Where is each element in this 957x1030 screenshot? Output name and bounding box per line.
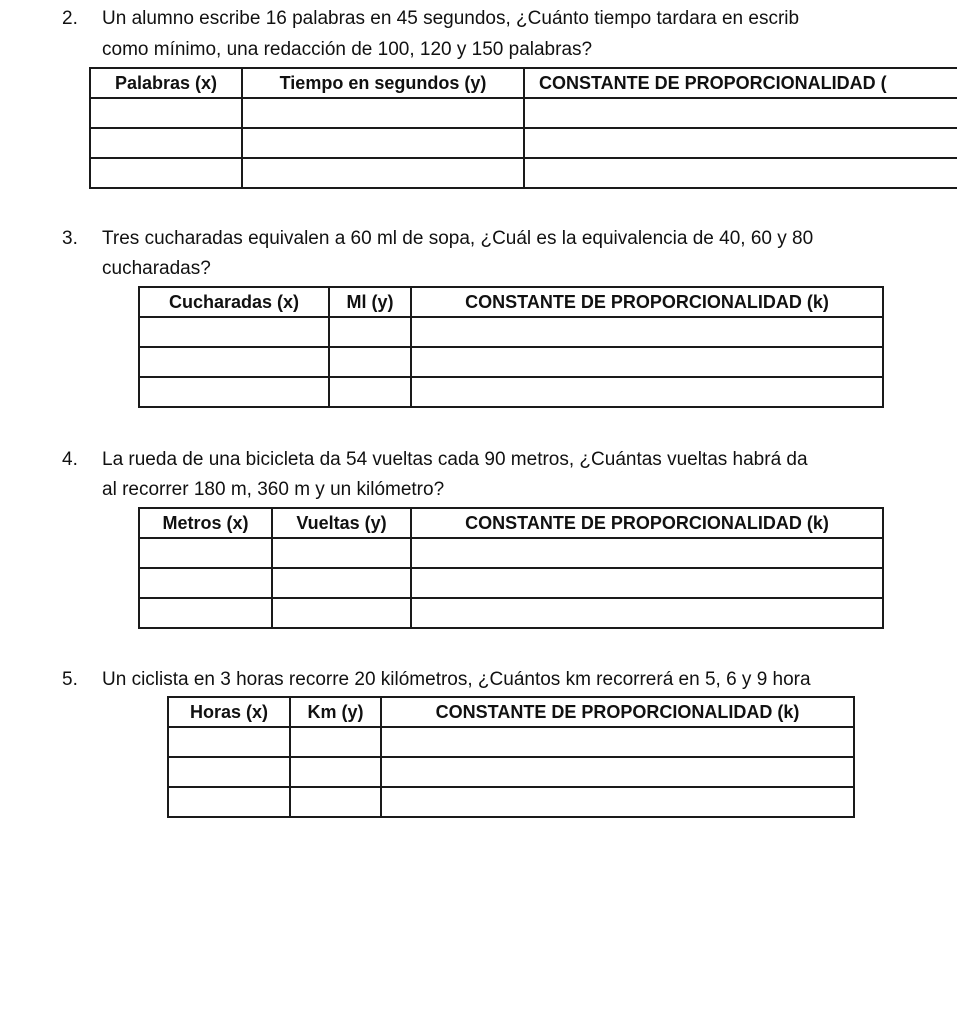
answer-cell[interactable] — [411, 317, 883, 347]
answer-cell[interactable] — [139, 347, 329, 377]
answer-cell[interactable] — [524, 128, 957, 158]
answer-cell[interactable] — [90, 98, 242, 128]
problem-text-line: La rueda de una bicicleta da 54 vueltas cada 90 metros, ¿Cuántas vueltas habrá da — [102, 449, 808, 470]
table-row — [139, 317, 883, 347]
column-header: Ml (y) — [329, 287, 411, 317]
proportionality-table — [138, 286, 884, 408]
table-row — [90, 98, 957, 128]
answer-cell[interactable] — [90, 158, 242, 188]
answer-cell[interactable] — [411, 598, 883, 628]
answer-cell[interactable] — [272, 538, 411, 568]
column-header: CONSTANTE DE PROPORCIONALIDAD (k) — [381, 697, 854, 727]
table-row — [90, 128, 957, 158]
proportionality-table — [89, 67, 957, 189]
proportionality-table — [138, 507, 884, 629]
answer-cell[interactable] — [290, 757, 381, 787]
answer-cell[interactable] — [524, 98, 957, 128]
table-row — [168, 727, 854, 757]
answer-cell[interactable] — [168, 757, 290, 787]
answer-cell[interactable] — [381, 787, 854, 817]
answer-cell[interactable] — [290, 787, 381, 817]
answer-cell[interactable] — [411, 568, 883, 598]
table-row — [139, 568, 883, 598]
problem-number: 4. — [62, 449, 78, 470]
problem-text-line: Un alumno escribe 16 palabras en 45 segundos, ¿Cuánto tiempo tardara en escrib — [102, 8, 800, 29]
problem-number: 3. — [62, 228, 78, 249]
table-row — [139, 347, 883, 377]
problem-text-line: Un ciclista en 3 horas recorre 20 kilómetros, ¿Cuántos km recorrerá en 5, 6 y 9 hora — [102, 669, 811, 690]
answer-cell[interactable] — [290, 727, 381, 757]
column-header: Km (y) — [290, 697, 381, 727]
answer-cell[interactable] — [411, 347, 883, 377]
answer-cell[interactable] — [411, 538, 883, 568]
column-header: Palabras (x) — [90, 68, 242, 98]
answer-cell[interactable] — [90, 128, 242, 158]
answer-cell[interactable] — [411, 377, 883, 407]
answer-cell[interactable] — [524, 158, 957, 188]
answer-cell[interactable] — [329, 347, 411, 377]
answer-cell[interactable] — [139, 538, 272, 568]
problem-number: 5. — [62, 669, 78, 690]
answer-cell[interactable] — [139, 598, 272, 628]
answer-cell[interactable] — [242, 128, 524, 158]
answer-cell[interactable] — [329, 317, 411, 347]
answer-cell[interactable] — [168, 727, 290, 757]
answer-cell[interactable] — [381, 757, 854, 787]
table-row — [139, 377, 883, 407]
column-header: Metros (x) — [139, 508, 272, 538]
column-header: CONSTANTE DE PROPORCIONALIDAD (k) — [411, 287, 883, 317]
column-header: Vueltas (y) — [272, 508, 411, 538]
column-header: CONSTANTE DE PROPORCIONALIDAD ( — [524, 68, 957, 98]
column-header: Cucharadas (x) — [139, 287, 329, 317]
table-row — [139, 598, 883, 628]
problem-text-line: cucharadas? — [102, 258, 211, 279]
table-row — [168, 787, 854, 817]
answer-cell[interactable] — [329, 377, 411, 407]
column-header: Horas (x) — [168, 697, 290, 727]
answer-cell[interactable] — [168, 787, 290, 817]
table-row — [168, 757, 854, 787]
answer-cell[interactable] — [242, 98, 524, 128]
table-row — [90, 158, 957, 188]
answer-cell[interactable] — [381, 727, 854, 757]
answer-cell[interactable] — [139, 317, 329, 347]
proportionality-table — [167, 696, 855, 818]
column-header: CONSTANTE DE PROPORCIONALIDAD (k) — [411, 508, 883, 538]
column-header: Tiempo en segundos (y) — [242, 68, 524, 98]
problem-text-line: al recorrer 180 m, 360 m y un kilómetro? — [102, 479, 445, 500]
problem-number: 2. — [62, 8, 78, 29]
answer-cell[interactable] — [139, 568, 272, 598]
answer-cell[interactable] — [272, 568, 411, 598]
problem-text-line: Tres cucharadas equivalen a 60 ml de sopa, ¿Cuál es la equivalencia de 40, 60 y 80 — [102, 228, 814, 249]
answer-cell[interactable] — [242, 158, 524, 188]
answer-cell[interactable] — [272, 598, 411, 628]
answer-cell[interactable] — [139, 377, 329, 407]
table-row — [139, 538, 883, 568]
problem-text-line: como mínimo, una redacción de 100, 120 y 150 palabras? — [102, 39, 593, 60]
